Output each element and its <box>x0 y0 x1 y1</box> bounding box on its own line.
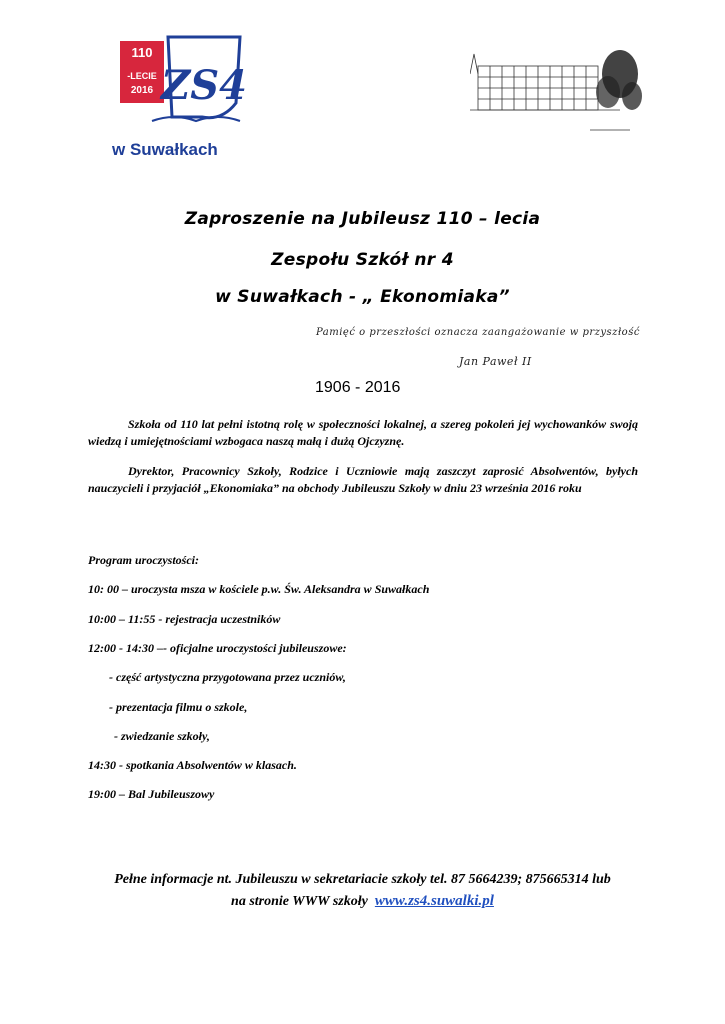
title-line-1: Zaproszenie na Jubileusz 110 – lecia <box>184 209 541 229</box>
program-item: 10: 00 – uroczysta msza w kościele p.w. Św. Aleksandra w Suwałkach <box>88 582 430 596</box>
anniversary-years: 1906 - 2016 <box>315 379 401 396</box>
program-item: 14:30 - spotkania Absolwentów w klasach. <box>88 758 297 772</box>
program-subitem: - zwiedzanie szkoły, <box>114 729 210 743</box>
invitation-paragraph: Dyrektor, Pracownicy Szkoły, Rodzice i Uczniowie mają zaszczyt zaprosić Absolwentów, byłych nauczycieli i przyjaciół „Ekonomiaka” na obchody Jubileuszu Szkoły w dniu 23 września 2016 roku <box>88 464 638 495</box>
badge-lecie: -LECIE <box>127 71 157 81</box>
intro-paragraph: Szkoła od 110 lat pełni istotną rolę w społeczności lokalnej, a szereg pokoleń jej wychowanków swoją wiedzą i umiejętnościami wzbogaca naszą małą i dużą Ojczyznę. <box>88 417 638 448</box>
title-line-2: Zespołu Szkół nr 4 <box>271 250 454 270</box>
program-item: 12:00 - 14:30 –- oficjalne uroczystości jubileuszowe: <box>88 641 347 655</box>
program-item: 10:00 – 11:55 - rejestracja uczestników <box>88 612 281 626</box>
program-heading: Program uroczystości: <box>88 553 199 567</box>
school-building-sketch <box>470 44 642 134</box>
school-logo <box>112 33 257 161</box>
badge-110: 110 <box>131 45 153 60</box>
motto-author: Jan Paweł II <box>459 355 532 368</box>
school-website-link[interactable]: www.zs4.suwalki.pl <box>374 893 494 909</box>
footer-website-line <box>0 893 725 910</box>
title-line-3: w Suwałkach - „ Ekonomiaka” <box>215 287 510 307</box>
program-item: 19:00 – Bal Jubileuszowy <box>88 787 215 801</box>
logo-city: w Suwałkach <box>112 140 218 159</box>
zs4-emblem <box>112 33 257 161</box>
footer-contact: Pełne informacje nt. Jubileuszu w sekretariacie szkoły tel. 87 5664239; 875665314 lub <box>114 872 611 887</box>
program-subitem: - prezentacja filmu o szkole, <box>109 700 248 714</box>
motto-quote: Pamięć o przeszłości oznacza zaangażowanie w przyszłość <box>316 327 640 338</box>
program-subitem: - część artystyczna przygotowana przez uczniów, <box>109 670 346 684</box>
monogram-zs4: ZS4 <box>161 62 247 109</box>
footer-website-prefix: na stronie WWW szkoły <box>231 894 368 909</box>
badge-2016: 2016 <box>130 85 154 96</box>
